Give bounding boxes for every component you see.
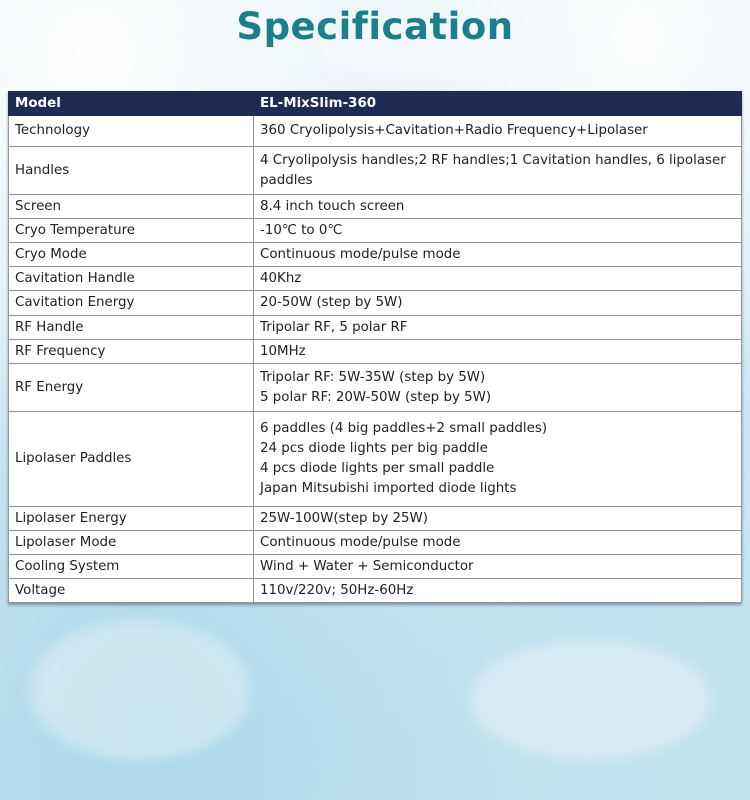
row-label: Cryo Temperature bbox=[9, 219, 254, 243]
table-row bbox=[9, 243, 742, 267]
row-value: 360 Cryolipolysis+Cavitation+Radio Frequency+Lipolaser bbox=[254, 116, 742, 147]
row-label: Lipolaser Mode bbox=[9, 531, 254, 555]
row-value: 25W-100W(step by 25W) bbox=[254, 507, 742, 531]
row-label: RF Energy bbox=[9, 364, 254, 412]
row-label: Technology bbox=[9, 116, 254, 147]
table-row bbox=[9, 507, 742, 531]
row-label: Cryo Mode bbox=[9, 243, 254, 267]
row-label: Cavitation Handle bbox=[9, 267, 254, 291]
row-value: Wind + Water + Semiconductor bbox=[254, 555, 742, 579]
row-value: -10℃ to 0℃ bbox=[254, 219, 742, 243]
table-row bbox=[9, 267, 742, 291]
table-row bbox=[9, 531, 742, 555]
row-value: 110v/220v; 50Hz-60Hz bbox=[254, 579, 742, 603]
row-value: 20-50W (step by 5W) bbox=[254, 291, 742, 316]
row-label: Handles bbox=[9, 147, 254, 195]
table-row bbox=[9, 340, 742, 364]
row-value: 40Khz bbox=[254, 267, 742, 291]
row-label: Cavitation Energy bbox=[9, 291, 254, 316]
table-row bbox=[9, 116, 742, 147]
row-label: Voltage bbox=[9, 579, 254, 603]
table-row bbox=[9, 147, 742, 195]
row-value: Tripolar RF, 5 polar RF bbox=[254, 316, 742, 340]
specification-table bbox=[8, 91, 742, 603]
row-value: 4 Cryolipolysis handles;2 RF handles;1 Cavitation handles, 6 lipolaser paddles bbox=[254, 147, 742, 195]
row-value: Continuous mode/pulse mode bbox=[254, 243, 742, 267]
table-row bbox=[9, 219, 742, 243]
frost-texture bbox=[470, 640, 710, 760]
table-row bbox=[9, 412, 742, 507]
table-row bbox=[9, 364, 742, 412]
page-title: Specification bbox=[236, 5, 514, 48]
row-value: Continuous mode/pulse mode bbox=[254, 531, 742, 555]
row-label: RF Handle bbox=[9, 316, 254, 340]
row-label: RF Frequency bbox=[9, 340, 254, 364]
row-value: Tripolar RF: 5W-35W (step by 5W) 5 polar RF: 20W-50W (step by 5W) bbox=[254, 364, 742, 412]
row-label: Screen bbox=[9, 195, 254, 219]
row-label: Lipolaser Energy bbox=[9, 507, 254, 531]
row-label: Lipolaser Paddles bbox=[9, 412, 254, 507]
table-row bbox=[9, 195, 742, 219]
row-label: Cooling System bbox=[9, 555, 254, 579]
row-value: 10MHz bbox=[254, 340, 742, 364]
table-row bbox=[9, 555, 742, 579]
row-value: 6 paddles (4 big paddles+2 small paddles) 24 pcs diode lights per big paddle 4 pcs diode lights per small paddle Japan Mitsubishi imported diode lights bbox=[254, 412, 742, 507]
table-header-row bbox=[9, 92, 742, 116]
table-row bbox=[9, 316, 742, 340]
table-row bbox=[9, 291, 742, 316]
header-model-label: Model bbox=[9, 92, 254, 116]
table-row bbox=[9, 579, 742, 603]
header-model-value: EL-MixSlim-360 bbox=[254, 92, 742, 116]
row-value: 8.4 inch touch screen bbox=[254, 195, 742, 219]
frost-texture bbox=[30, 620, 250, 760]
